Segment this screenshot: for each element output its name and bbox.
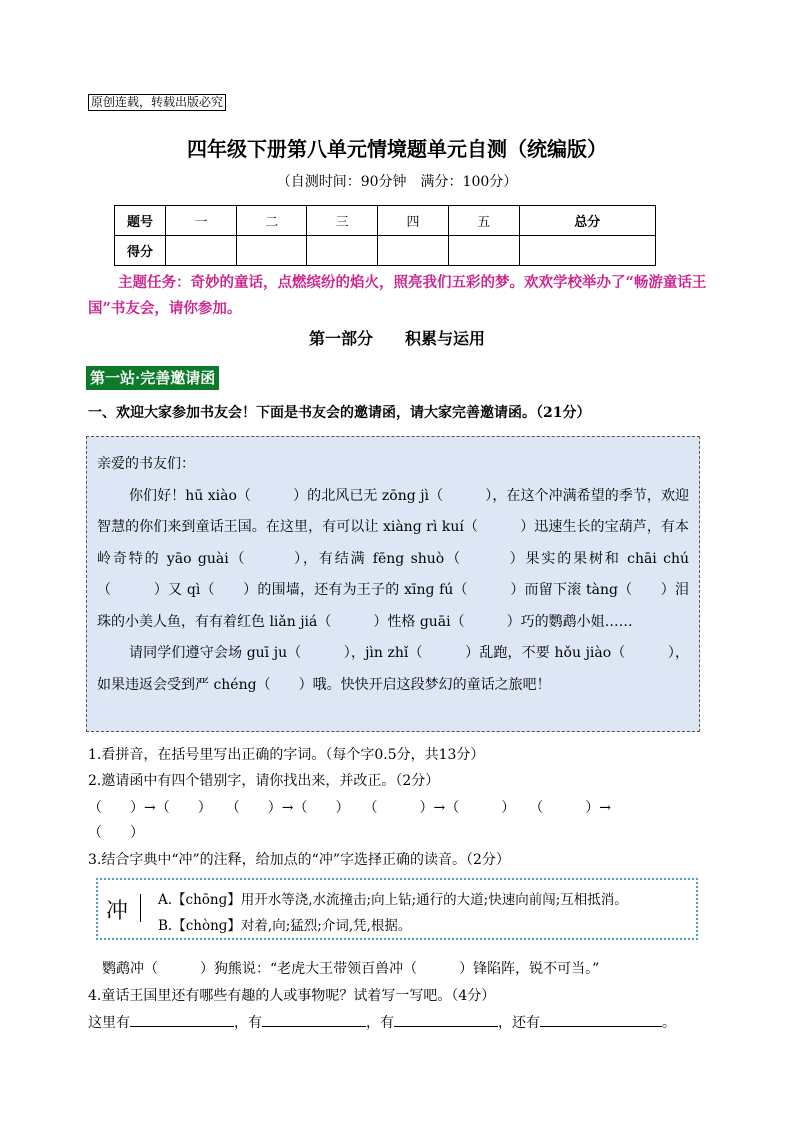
definition-b: B.【chònɡ】对着,向;猛烈;介词,凭,根据。 — [158, 918, 412, 934]
station-banner: 第一站·完善邀请函 — [86, 366, 219, 390]
dictionary-box — [96, 878, 698, 940]
subquestion-4: 4.童话王国里还有哪些有趣的人或事物呢？试着写一写吧。（4分） — [88, 988, 496, 1004]
score-cell[interactable] — [448, 236, 519, 266]
invitation-paragraph: 你们好！hū xiào（ ）的北风已无 zōng jì（ ），在这个冲满希望的季节，欢迎智慧的你们来到童话王国。在这里，有可以让 xiànɡ rì kuí（ ）迅速生长的宝葫芦，有本岭奇特的 yāo guài（ ），有结满 fēng shuò（ ）果实的果树和 chāi chú（ ）又 qì（ ）的围墙，还有为王子的 xīnɡ fú（ ）而留下滚 tàng（ ）泪珠的小美人鱼，有有着红色 liǎn jiá（ ）性格 guāi（ ）巧的鹦鹉小姐…… — [97, 487, 689, 630]
answer-blank[interactable] — [394, 1012, 498, 1027]
page-title: 四年级下册第八单元情境题单元自测（统编版） — [187, 137, 607, 161]
subquestion-4-answer — [88, 1012, 676, 1032]
page-subtitle: （自测时间：90分钟 满分：100分） — [276, 174, 518, 190]
score-cell[interactable] — [236, 236, 307, 266]
correction-answer-line[interactable]: （ ）→（ ） （ ）→（ ） （ ）→（ ） （ ）→ — [88, 800, 611, 816]
score-table-col: 一 — [166, 206, 237, 236]
score-cell[interactable] — [378, 236, 449, 266]
score-table-col: 四 — [378, 206, 449, 236]
subquestion-1: 1.看拼音，在括号里写出正确的字词。（每个字0.5分，共13分） — [88, 747, 485, 763]
score-cell[interactable] — [519, 236, 655, 266]
answer-text: 。 — [662, 1015, 676, 1031]
divider — [140, 894, 141, 922]
answer-blank[interactable] — [540, 1012, 662, 1027]
score-table-col: 五 — [448, 206, 519, 236]
score-table-score-row — [115, 236, 656, 266]
subquestion-3: 3.结合字典中“冲”的注释，给加点的“冲”字选择正确的读音。（2分） — [88, 852, 510, 868]
invitation-paragraph: 请同学们遵守会场 guī ju（ ），jìn zhǐ（ ）乱跑，不要 hǒu jiào（ ），如果违返会受到严 chéng（ ）哦。快快开启这段梦幻的童话之旅吧！ — [97, 645, 689, 693]
score-table-col: 总分 — [519, 206, 655, 236]
copyright-stamp: 原创连载，转载出版必究 — [88, 94, 226, 111]
definition-a: A.【chōnɡ】用开水等浇,水流撞击;向上钻;通行的大道;快速向前闯;互相抵消。 — [158, 892, 628, 908]
score-table — [114, 205, 656, 266]
theme-task: 主题任务：奇妙的童话，点燃缤纷的焰火，照亮我们五彩的梦。欢欢学校举办了“畅游童话王国”书友会，请你参加。 — [88, 274, 707, 317]
answer-text: ，有 — [234, 1015, 262, 1031]
subquestion-2: 2.邀请函中有四个错别字，请你找出来，并改正。（2分） — [88, 773, 440, 789]
score-table-label: 得分 — [115, 236, 166, 266]
subquestion-3-answer[interactable]: 鹦鹉冲（ ）狗熊说：“老虎大王带领百兽冲（ ）锋陷阵，锐不可当。” — [102, 961, 600, 977]
invitation-box — [86, 436, 700, 732]
answer-text: 这里有 — [88, 1015, 130, 1031]
dictionary-char: 冲 — [106, 899, 129, 924]
answer-text: ，有 — [366, 1015, 394, 1031]
score-table-col: 三 — [307, 206, 378, 236]
answer-blank[interactable] — [130, 1012, 234, 1027]
part-title: 第一部分 积累与运用 — [308, 329, 485, 348]
score-cell[interactable] — [166, 236, 237, 266]
score-table-label: 题号 — [115, 206, 166, 236]
answer-blank[interactable] — [262, 1012, 366, 1027]
correction-answer-line[interactable]: （ ） — [88, 825, 144, 841]
invitation-greeting: 亲爱的书友们： — [97, 456, 195, 472]
answer-text: ，还有 — [498, 1015, 540, 1031]
question-1: 一、欢迎大家参加书友会！下面是书友会的邀请函，请大家完善邀请函。（21分） — [88, 405, 591, 421]
score-table-header-row — [115, 206, 656, 236]
score-cell[interactable] — [307, 236, 378, 266]
score-table-col: 二 — [236, 206, 307, 236]
